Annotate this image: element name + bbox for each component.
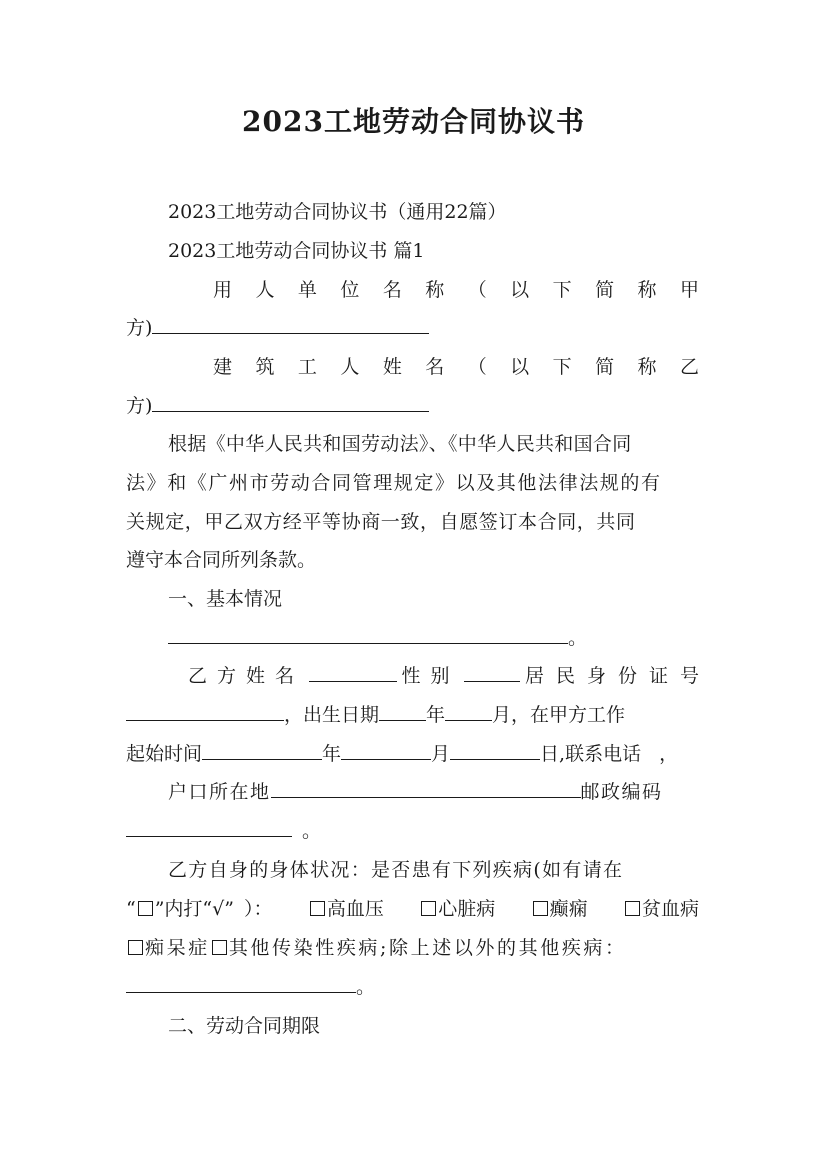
health-intro: 乙方自身的身体状况：是否患有下列疾病(如有请在 bbox=[168, 859, 624, 881]
day-phone-label: 日,联系电话 bbox=[540, 743, 642, 765]
checkbox-icon bbox=[421, 901, 436, 916]
start-year-blank bbox=[202, 741, 322, 760]
other-disease-blank bbox=[126, 974, 356, 993]
month-label: 月 bbox=[492, 704, 512, 726]
worker-info-row bbox=[168, 663, 711, 689]
basic-info-row bbox=[168, 625, 587, 651]
basic-info-blank bbox=[168, 625, 568, 644]
article-heading: 2023工地劳动合同协议书 篇1 bbox=[168, 240, 425, 262]
employer-char: 位 bbox=[340, 279, 360, 301]
worker-char: 下 bbox=[552, 356, 572, 378]
disease-hypertension: 高血压 bbox=[308, 896, 384, 922]
start-time-label: 起始时间 bbox=[126, 743, 203, 765]
employer-name-blank bbox=[152, 315, 429, 334]
hukou-blank bbox=[271, 779, 581, 798]
postcode-label: 邮政编码 bbox=[580, 781, 663, 803]
disease-dementia: 痴呆症 bbox=[145, 937, 210, 959]
disease-epilepsy: 癫痫 bbox=[531, 896, 588, 922]
hukou-row bbox=[168, 779, 663, 805]
checkbox-icon bbox=[533, 901, 548, 916]
checkbox-icon bbox=[138, 901, 153, 916]
employer-char: 甲 bbox=[679, 279, 699, 301]
worker-label-end: 方) bbox=[126, 395, 153, 417]
disease-row-1 bbox=[126, 896, 699, 922]
worker-char: 筑 bbox=[255, 356, 275, 378]
employer-label-end: 方) bbox=[126, 317, 153, 339]
start-year-label: 年 bbox=[322, 743, 342, 765]
checkbox-icon bbox=[625, 901, 640, 916]
work-start-suffix: ，在甲方工作 bbox=[511, 704, 626, 726]
id-blank bbox=[126, 702, 284, 721]
birth-row bbox=[126, 702, 625, 728]
worker-char: 工 bbox=[297, 356, 317, 378]
year-label: 年 bbox=[426, 704, 446, 726]
birth-label: ，出生日期 bbox=[284, 704, 380, 726]
worker-char: 人 bbox=[340, 356, 360, 378]
worker-char: 乙 bbox=[679, 356, 699, 378]
employer-name-row bbox=[126, 315, 429, 341]
name-label: 乙方姓名 bbox=[188, 665, 305, 687]
mark-instruction: “ ”内打“√” ）： bbox=[126, 898, 273, 920]
disease-other: 其他传染性疾病;除上述以外的其他疾病： bbox=[228, 937, 627, 959]
section-basic-info: 一、基本情况 bbox=[168, 588, 283, 610]
birth-month-blank bbox=[445, 702, 492, 721]
gender-label: 性别 bbox=[401, 665, 460, 687]
basis-line-1: 根据《中华人民共和国劳动法》、《中华人民共和国合同 bbox=[168, 433, 632, 455]
start-month-label: 月 bbox=[431, 743, 451, 765]
checkbox-icon bbox=[128, 940, 143, 955]
basis-line-2: 法》和《广州市劳动合同管理规定》以及其他法律法规的有 bbox=[126, 472, 662, 494]
worker-char: （ bbox=[467, 356, 487, 378]
employer-char: 名 bbox=[382, 279, 402, 301]
document-title: 2023工地劳动合同协议书 bbox=[242, 105, 585, 138]
worker-name-blank bbox=[152, 393, 429, 412]
hukou-label: 户口所在地 bbox=[168, 781, 271, 803]
postcode-row bbox=[126, 818, 321, 844]
employer-char: （ bbox=[467, 279, 487, 301]
phone-comma: ， bbox=[659, 743, 679, 765]
worker-char: 称 bbox=[637, 356, 657, 378]
employer-char: 以 bbox=[510, 279, 530, 301]
gender-blank bbox=[464, 663, 520, 682]
employer-char: 单 bbox=[297, 279, 317, 301]
disease-anemia: 贫血病 bbox=[623, 896, 699, 922]
checkbox-icon bbox=[212, 940, 227, 955]
employer-char: 称 bbox=[637, 279, 657, 301]
checkbox-icon bbox=[310, 901, 325, 916]
employer-char: 简 bbox=[595, 279, 615, 301]
period: 。 bbox=[568, 627, 588, 649]
other-disease-period: 。 bbox=[356, 976, 376, 998]
worker-char: 建 bbox=[213, 356, 233, 378]
postcode-blank bbox=[126, 818, 292, 837]
name-blank bbox=[309, 663, 397, 682]
employer-char: 人 bbox=[255, 279, 275, 301]
start-month-blank bbox=[341, 741, 431, 760]
basis-line-4: 遵守本合同所列条款。 bbox=[126, 549, 317, 571]
employer-char: 下 bbox=[552, 279, 572, 301]
worker-name-row bbox=[126, 393, 429, 419]
worker-char: 简 bbox=[595, 356, 615, 378]
worker-char: 以 bbox=[510, 356, 530, 378]
worker-char: 姓 bbox=[382, 356, 402, 378]
document-subtitle: 2023工地劳动合同协议书（通用22篇） bbox=[168, 201, 507, 223]
birth-year-blank bbox=[379, 702, 426, 721]
start-time-row bbox=[126, 741, 678, 767]
employer-char: 用 bbox=[213, 279, 233, 301]
start-day-blank bbox=[450, 741, 540, 760]
basis-line-3: 关规定，甲乙双方经平等协商一致，自愿签订本合同，共同 bbox=[126, 511, 636, 533]
other-disease-row bbox=[126, 974, 375, 1000]
worker-char: 名 bbox=[425, 356, 445, 378]
section-contract-term: 二、劳动合同期限 bbox=[168, 1015, 321, 1037]
id-label: 居民身份证号 bbox=[524, 665, 711, 687]
disease-heart: 心脏病 bbox=[419, 896, 495, 922]
disease-row-2 bbox=[126, 935, 699, 961]
employer-label bbox=[126, 277, 699, 303]
postcode-period: 。 bbox=[302, 820, 322, 842]
employer-char: 称 bbox=[425, 279, 445, 301]
worker-label bbox=[126, 354, 699, 380]
